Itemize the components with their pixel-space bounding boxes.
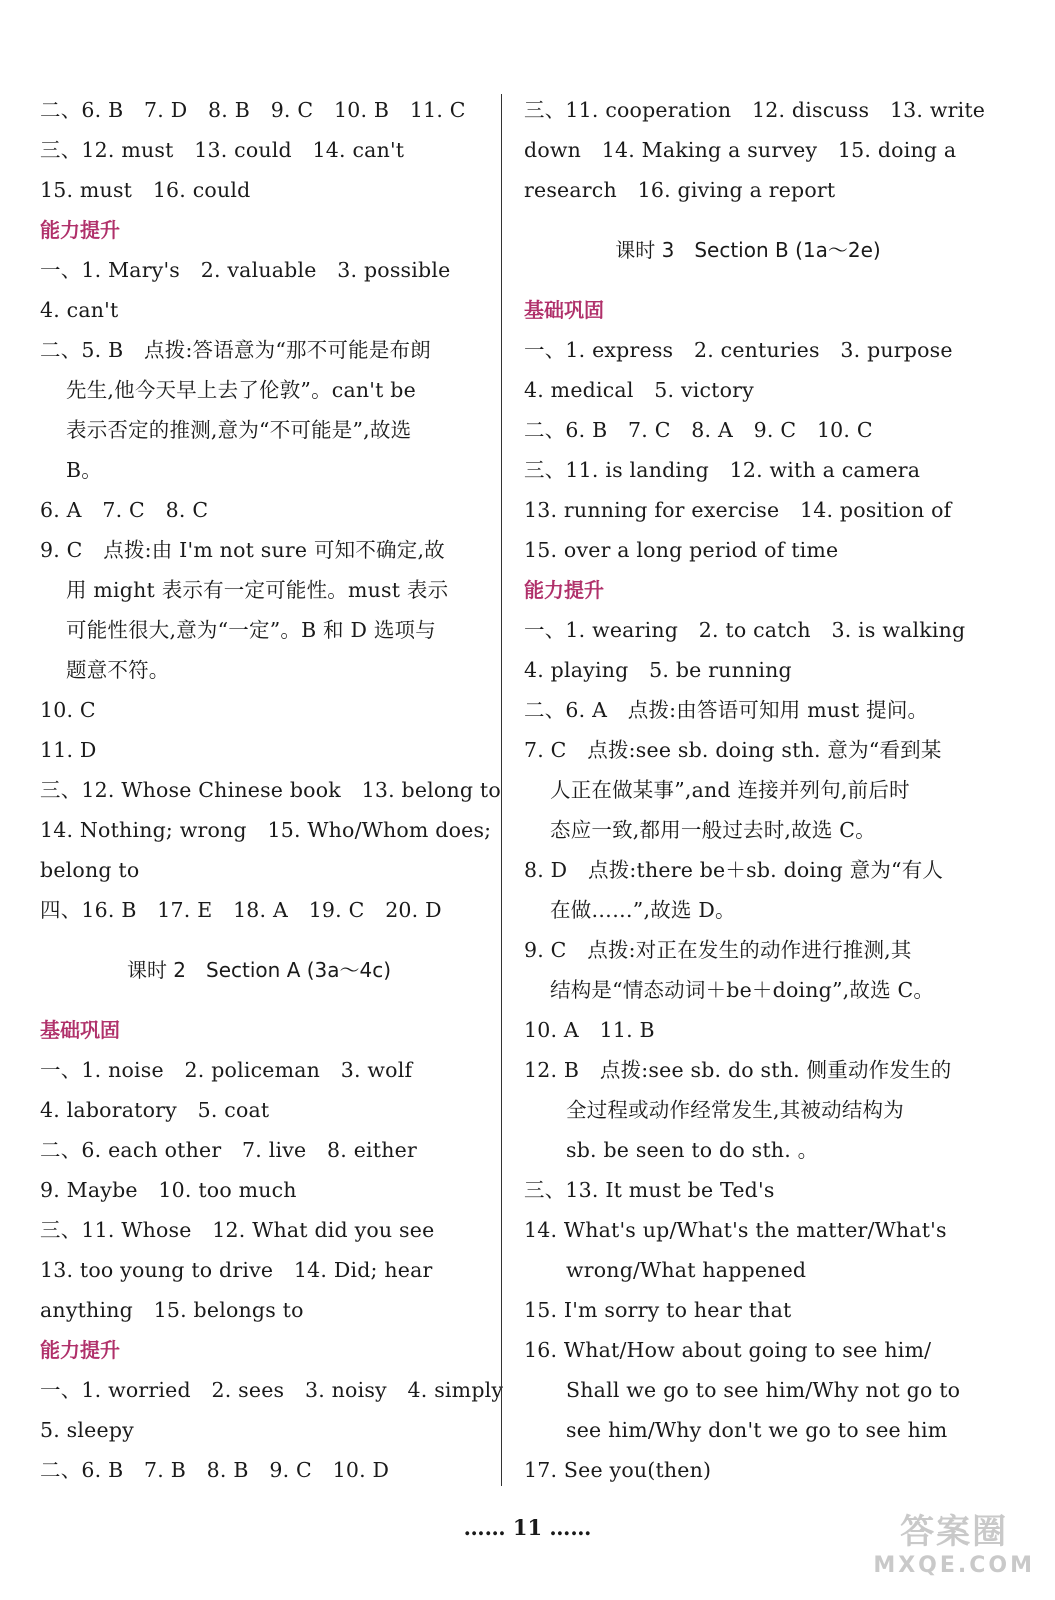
watermark-cn: 答案圈: [900, 1512, 1009, 1552]
answer-continuation: 人正在做某事”,and 连接并列句,前后时: [550, 778, 910, 802]
answer-line: 三、11. is landing 12. with a camera: [524, 458, 921, 482]
answer-line: 9. C 点拨:对正在发生的动作进行推测,其: [524, 938, 912, 962]
answer-line: 6. A 7. C 8. C: [40, 498, 209, 522]
answer-line: 二、6. B 7. D 8. B 9. C 10. B 11. C: [40, 98, 466, 122]
answer-line: 16. What/How about going to see him/: [524, 1338, 932, 1362]
answer-continuation: 用 might 表示有一定可能性。must 表示: [66, 578, 449, 602]
answer-line: 一、1. express 2. centuries 3. purpose: [524, 338, 953, 362]
left-column: [40, 90, 504, 1490]
answer-line: 4. medical 5. victory: [524, 378, 754, 402]
answer-line: 二、6. B 7. C 8. A 9. C 10. C: [524, 418, 873, 442]
answer-continuation: 表示否定的推测,意为“不可能是”,故选: [66, 418, 412, 442]
lesson-heading: 课时 3 Section B (1a～2e): [615, 238, 881, 262]
answer-continuation: Shall we go to see him/Why not go to: [566, 1378, 961, 1402]
answer-continuation: sb. be seen to do sth. 。: [566, 1138, 819, 1162]
answer-line: 二、6. A 点拨:由答语可知用 must 提问。: [524, 698, 929, 722]
answer-line: 9. C 点拨:由 I'm not sure 可知不确定,故: [40, 538, 445, 562]
answer-line: 5. sleepy: [40, 1418, 134, 1442]
answer-line: 三、11. Whose 12. What did you see: [40, 1218, 435, 1242]
answer-line: 一、1. worried 2. sees 3. noisy 4. simply: [40, 1378, 504, 1402]
answer-line: 12. B 点拨:see sb. do sth. 侧重动作发生的: [524, 1058, 952, 1082]
answer-continuation: 态应一致,都用一般过去时,故选 C。: [550, 818, 876, 842]
answer-continuation: 可能性很大,意为“一定”。B 和 D 选项与: [66, 618, 436, 642]
answer-line: 4. playing 5. be running: [524, 658, 792, 682]
answer-line: 11. D: [40, 738, 97, 762]
answer-line: 二、6. each other 7. live 8. either: [40, 1138, 417, 1162]
answer-line: 14. What's up/What's the matter/What's: [524, 1218, 947, 1242]
answer-line: 15. must 16. could: [40, 178, 251, 202]
answer-line: 一、1. noise 2. policeman 3. wolf: [40, 1058, 413, 1082]
answer-line: 4. laboratory 5. coat: [40, 1098, 270, 1122]
answer-line: 7. C 点拨:see sb. doing sth. 意为“看到某: [524, 738, 942, 762]
answer-continuation: 先生,他今天早上去了伦敦”。can't be: [66, 378, 416, 402]
answer-line: 一、1. Mary's 2. valuable 3. possible: [40, 258, 451, 282]
page-number: …… 11 ……: [463, 1515, 592, 1540]
answer-line: 13. running for exercise 14. position of: [524, 498, 952, 522]
answer-line: anything 15. belongs to: [40, 1298, 304, 1322]
answer-continuation: B。: [66, 458, 102, 482]
answer-line: research 16. giving a report: [524, 178, 836, 202]
right-column: [524, 90, 986, 1490]
answer-line: 15. over a long period of time: [524, 538, 839, 562]
answer-line: 9. Maybe 10. too much: [40, 1178, 297, 1202]
answer-line: 三、11. cooperation 12. discuss 13. write: [524, 98, 986, 122]
answer-line: 14. Nothing; wrong 15. Who/Whom does;: [40, 818, 492, 842]
answer-line: 三、12. Whose Chinese book 13. belong to: [40, 778, 501, 802]
answer-line: 8. D 点拨:there be＋sb. doing 意为“有人: [524, 858, 944, 882]
answer-line: 10. A 11. B: [524, 1018, 655, 1042]
answer-line: 10. C: [40, 698, 96, 722]
section-subheading: 基础巩固: [524, 298, 604, 322]
answer-line: 四、16. B 17. E 18. A 19. C 20. D: [40, 898, 442, 922]
section-subheading: 能力提升: [40, 1338, 120, 1362]
answer-line: 三、13. It must be Ted's: [524, 1178, 775, 1202]
answer-continuation: 结构是“情态动词＋be＋doing”,故选 C。: [550, 978, 935, 1002]
section-subheading: 基础巩固: [40, 1018, 120, 1042]
answer-line: 二、6. B 7. B 8. B 9. C 10. D: [40, 1458, 390, 1482]
column-divider: [501, 94, 502, 1486]
watermark-logo: [873, 1504, 1035, 1578]
answer-line: 一、1. wearing 2. to catch 3. is walking: [524, 618, 966, 642]
answer-line: 三、12. must 13. could 14. can't: [40, 138, 405, 162]
section-subheading: 能力提升: [524, 578, 604, 602]
answer-line: 17. See you(then): [524, 1458, 712, 1482]
answer-line: belong to: [40, 858, 140, 882]
answer-continuation: 全过程或动作经常发生,其被动结构为: [566, 1098, 904, 1122]
answer-line: 二、5. B 点拨:答语意为“那不可能是布朗: [40, 338, 431, 362]
answer-continuation: wrong/What happened: [566, 1258, 807, 1282]
answer-line: 13. too young to drive 14. Did; hear: [40, 1258, 433, 1282]
answer-line: 15. I'm sorry to hear that: [524, 1298, 792, 1322]
watermark-en: MXQE.COM: [873, 1553, 1035, 1578]
answer-continuation: 题意不符。: [66, 658, 170, 682]
lesson-heading: 课时 2 Section A (3a～4c): [126, 958, 392, 982]
answer-continuation: 在做……”,故选 D。: [550, 898, 736, 922]
section-subheading: 能力提升: [40, 218, 120, 242]
answer-line: down 14. Making a survey 15. doing a: [524, 138, 957, 162]
answer-continuation: see him/Why don't we go to see him: [566, 1418, 948, 1442]
answer-line: 4. can't: [40, 298, 119, 322]
